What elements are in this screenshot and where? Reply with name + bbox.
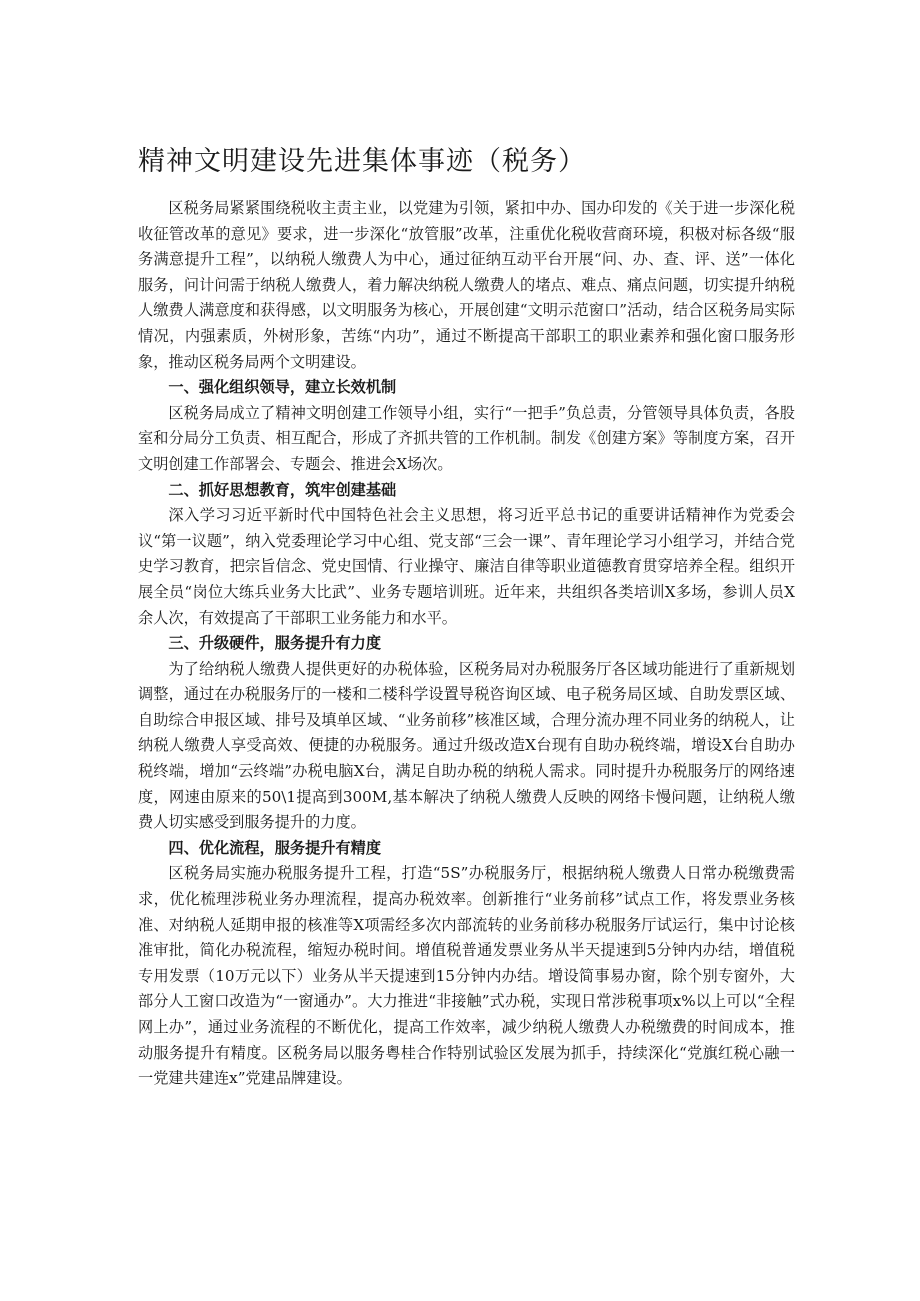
section-body-4: 区税务局实施办税服务提升工程，打造“5S”办税服务厅，根据纳税人缴费人日常办税缴费需求，优化梳理涉税业务办理流程，提高办税效率。创新推行“业务前移”试点工作，将发票业务核准、对纳税人延期申报的核准等X项需经多次内部流转的业务前移办税服务厅试运行，集中讨论核准审批，简化办税流程，缩短办税时间。增值税普通发票业务从半天提速到5分钟内办结，增值税专用发票（10万元以下）业务从半天提速到15分钟内办结。增设简事易办窗，除个别专窗外，大部分人工窗口改造为“一窗通办”。大力推进“非接触”式办税，实现日常涉税事项x%以上可以“全程网上办”，通过业务流程的不断优化，提高工作效率，减少纳税人缴费人办税缴费的时间成本，推动服务提升有精度。区税务局以服务粤桂合作特别试验区发展为抓手，持续深化“党旗红税心融一一党建共建连x”党建品牌建设。 [138,864,795,1088]
section-heading-4: 四、优化流程，服务提升有精度 [168,838,382,857]
section-heading-1: 一、强化组织领导，建立长效机制 [168,378,397,397]
section-body-2: 深入学习习近平新时代中国特色社会主义思想，将习近平总书记的重要讲话精神作为党委会议“第一议题”，纳入党委理论学习中心组、党支部“三会一课”、青年理论学习小组学习，并结合党史学习教育，把宗旨信念、党史国情、行业操守、廉洁自律等职业道德教育贯穿培养全程。组织开展全员“岗位大练兵业务大比武”、业务专题培训班。近年来，共组织各类培训X多场，参训人员X余人次，有效提高了干部职工业务能力和水平。 [138,506,795,627]
document-page [138,140,795,1092]
section-heading-2: 二、抓好思想教育，筑牢创建基础 [168,480,397,499]
section-body-1: 区税务局成立了精神文明创建工作领导小组，实行“一把手”负总责，分管领导具体负责，各股室和分局分工负责、相互配合，形成了齐抓共管的工作机制。制发《创建方案》等制度方案，召开文明创建工作部署会、专题会、推进会X场次。 [138,403,795,473]
document-title: 精神文明建设先进集体事迹（税务） [138,146,586,177]
section-body-3: 为了给纳税人缴费人提供更好的办税体验，区税务局对办税服务厅各区域功能进行了重新规划调整，通过在办税服务厅的一楼和二楼科学设置导税咨询区域、电子税务局区域、自助发票区域、自助综合申报区域、排号及填单区域、“业务前移”核准区域，合理分流办理不同业务的纳税人，让纳税人缴费人享受高效、便捷的办税服务。通过升级改造X台现有自助办税终端，增设X台自助办税终端，增加“云终端”办税电脑X台，满足自助办税的纳税人需求。同时提升办税服务厅的网络速度，网速由原来的50\1提高到300M,基本解决了纳税人缴费人反映的网络卡慢问题，让纳税人缴费人切实感受到服务提升的力度。 [138,659,795,832]
intro-paragraph: 区税务局紧紧围绕税收主责主业，以党建为引领，紧扣中办、国办印发的《关于进一步深化税收征管改革的意见》要求，进一步深化“放管服”改革，注重优化税收营商环境，积极对标各级“服务满意提升工程”，以纳税人缴费人为中心，通过征纳互动平台开展“问、办、查、评、送”一体化服务，问计问需于纳税人缴费人，着力解决纳税人缴费人的堵点、难点、痛点问题，切实提升纳税人缴费人满意度和获得感，以文明服务为核心，开展创建“文明示范窗口”活动，结合区税务局实际情况，内强素质，外树形象，苦练“内功”，通过不断提高干部职工的职业素养和强化窗口服务形象，推动区税务局两个文明建设。 [138,199,795,371]
section-heading-3: 三、升级硬件，服务提升有力度 [168,634,382,653]
